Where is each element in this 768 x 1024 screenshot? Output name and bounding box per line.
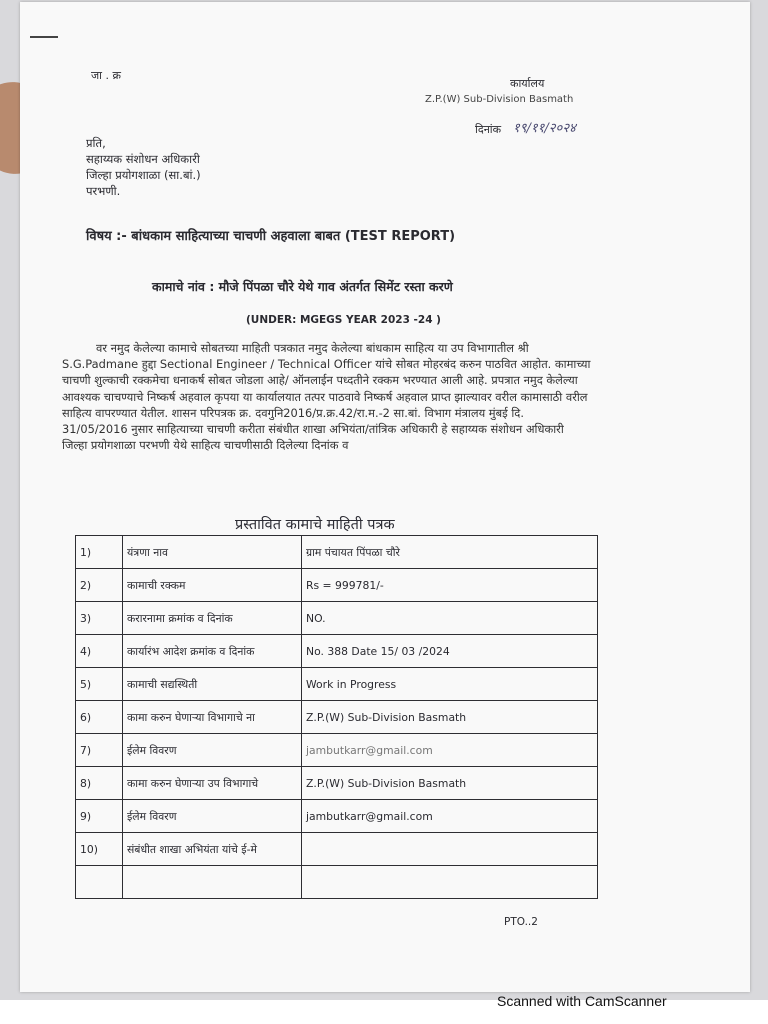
row-value: jambutkarr@gmail.com (302, 734, 598, 767)
row-label: यंत्रणा नाव (123, 536, 302, 569)
row-label (123, 866, 302, 899)
row-number: 6) (76, 701, 123, 734)
row-value: NO. (302, 602, 598, 635)
row-value (302, 833, 598, 866)
row-label: कामा करुन घेणाऱ्या उप विभागाचे (123, 767, 302, 800)
row-number: 9) (76, 800, 123, 833)
row-value: ग्राम पंचायत पिंपळा चौरे (302, 536, 598, 569)
recipient-line: प्रति, (86, 136, 106, 150)
table-row (76, 767, 598, 800)
row-number: 8) (76, 767, 123, 800)
date-label: दिनांक (475, 123, 502, 136)
table-row (76, 569, 598, 602)
work-info-table (75, 535, 598, 899)
camscanner-watermark: Scanned with CamScanner (497, 993, 667, 1009)
reference-number-label: जा . क्र (91, 69, 121, 82)
row-number: 2) (76, 569, 123, 602)
row-label: संबंधीत शाखा अभियंता यांचे ई-मे (123, 833, 302, 866)
recipient-line: जिल्हा प्रयोगशाळा (सा.बां.) (86, 168, 201, 182)
row-label: ईलेम विवरण (123, 800, 302, 833)
table-row (76, 602, 598, 635)
row-number: 3) (76, 602, 123, 635)
row-value (302, 866, 598, 899)
table-row (76, 866, 598, 899)
row-label: कामा करुन घेणाऱ्या विभागाचे ना (123, 701, 302, 734)
pen-mark (30, 36, 58, 38)
subject-line: विषय :- बांधकाम साहित्याच्या चाचणी अहवाला बाबत (TEST REPORT) (86, 229, 456, 244)
row-number: 4) (76, 635, 123, 668)
row-label: करारनामा क्रमांक व दिनांक (123, 602, 302, 635)
row-value: Rs = 999781/- (302, 569, 598, 602)
row-value: jambutkarr@gmail.com (302, 800, 598, 833)
scheme-line: (UNDER: MGEGS YEAR 2023 -24 ) (246, 314, 441, 326)
row-number (76, 866, 123, 899)
row-value: Z.P.(W) Sub-Division Basmath (302, 701, 598, 734)
table-row (76, 734, 598, 767)
office-name: Z.P.(W) Sub-Division Basmath (425, 94, 574, 105)
row-number: 5) (76, 668, 123, 701)
table-row (76, 635, 598, 668)
table-row (76, 668, 598, 701)
body-paragraph (62, 340, 592, 512)
row-label: ईलेम विवरण (123, 734, 302, 767)
recipient-line: परभणी. (86, 184, 121, 198)
row-number: 1) (76, 536, 123, 569)
office-title: कार्यालय (510, 77, 545, 90)
table-row (76, 701, 598, 734)
work-name: कामाचे नांव : मौजे पिंपळा चौरे येथे गाव अंतर्गत सिमेंट रस्ता करणे (152, 279, 453, 294)
row-number: 10) (76, 833, 123, 866)
row-value: No. 388 Date 15/ 03 /2024 (302, 635, 598, 668)
row-value: Z.P.(W) Sub-Division Basmath (302, 767, 598, 800)
recipient-line: सहाय्यक संशोधन अधिकारी (86, 152, 200, 166)
row-label: कामाची रक्कम (123, 569, 302, 602)
table-title: प्रस्तावित कामाचे माहिती पत्रक (235, 517, 395, 533)
pto-note: PTO..2 (504, 916, 538, 928)
body-text: वर नमुद केलेल्या कामाचे सोबतच्या माहिती पत्रकात नमुद केलेल्या बांधकाम साहित्य या उप विभागातील श्री S.G.Padmane हुद्दा Sectional Engineer / Technical Officer यांचे सोबत मोहरबंद करुन पाठवित आहोत. कामाच्या चाचणी शुल्काची रक्कमेचा धनाकर्ष सोबत जोडला आहे/ ऑनलाईन पध्दतीने रक्कम भरण्यात आली आहे. प्रपत्रात नमुद केलेल्या आवश्यक चाचण्याचे निष्कर्ष अहवाल कृपया या कार्यालयात तत्पर पाठवावे निष्कर्ष अहवाल प्राप्त झाल्यावर वरील कामासाठी वरील साहित्य वापरण्यात येतील. शासन परिपत्रक क्र. दवगुनि2016/प्र.क्र.42/रा.म.-2 सा.बां. विभाग मंत्रालय मुंबई दि. 31/05/2016 नुसार साहित्याच्या चाचणी करीता संबंधीत शाखा अभियंता/तांत्रिक अधिकारी हे सहाय्यक संशोधन अधिकारी जिल्हा प्रयोगशाळा परभणी येथे साहित्य चाचणीसाठी दिलेल्या दिनांक व (62, 341, 591, 453)
table-row (76, 536, 598, 569)
table-row (76, 833, 598, 866)
row-label: कामाची सद्यस्थिती (123, 668, 302, 701)
row-number: 7) (76, 734, 123, 767)
date-value: १९/११/२०२४ (513, 121, 576, 136)
row-value: Work in Progress (302, 668, 598, 701)
table-row (76, 800, 598, 833)
row-label: कार्यारंभ आदेश क्रमांक व दिनांक (123, 635, 302, 668)
